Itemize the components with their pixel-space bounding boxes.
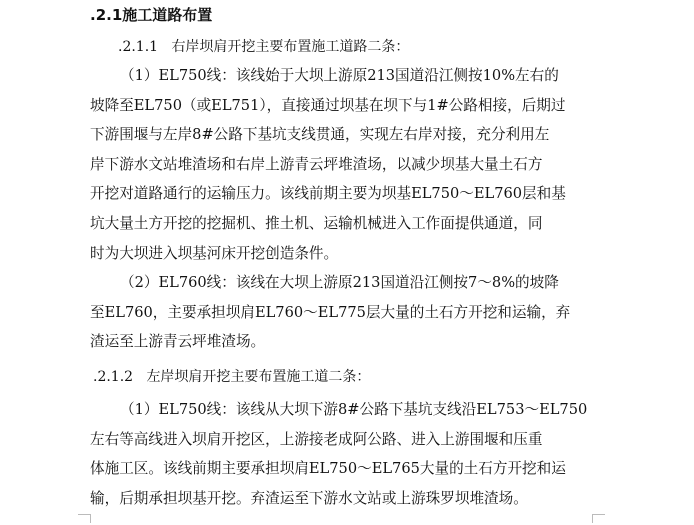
paragraph-el750-left	[90, 395, 600, 513]
subsection-number: .2.1.2	[93, 369, 134, 385]
text-line: 左右等高线进入坝肩开挖区，上游接老成阿公路、进入上游围堰和压重	[90, 430, 543, 448]
text-line: 体施工区。该线前期主要承担坝肩EL750～EL765大量的土石方开挖和运	[90, 460, 566, 478]
subsection-heading-2	[93, 366, 370, 388]
subsection-heading-1	[118, 36, 409, 58]
paragraph-el760-right	[90, 268, 600, 357]
subsection-title: 右岸坝肩开挖主要布置施工道路二条：	[171, 39, 410, 55]
text-line: 开挖对道路通行的运输压力。该线前期主要为坝基EL750～EL760层和基	[90, 185, 566, 203]
text-line: （2）EL760线：该线在大坝上游原213国道沿江侧按7～8%的坡降	[120, 274, 559, 291]
paragraph-el750-right	[90, 61, 600, 268]
text-line: 时为大坝进入坝基河床开挖创造条件。	[90, 244, 339, 262]
text-line: 输，后期承担坝基开挖。弃渣运至下游水文站或上游珠罗坝堆渣场。	[90, 489, 528, 507]
subsection-title: 左岸坝肩开挖主要布置施工道二条：	[146, 369, 371, 385]
text-line: （1）EL750线：该线从大坝下游8#公路下基坑支线沿EL753～EL750	[120, 401, 588, 418]
page-corner-mark-right	[592, 514, 605, 523]
text-line: （1）EL750线：该线始于大坝上游原213国道沿江侧按10%左右的	[120, 67, 559, 84]
page-corner-mark-left	[78, 514, 91, 523]
text-line: 岸下游水文站堆渣场和右岸上游青云坪堆渣场，以减少坝基大量土石方	[90, 155, 543, 173]
text-line: 坑大量土方开挖的挖掘机、推土机、运输机械进入工作面提供通道，同	[90, 214, 543, 232]
text-line: 坡降至EL750（或EL751），直接通过坝基在坝下与1#公路相接，后期过	[90, 96, 566, 114]
text-line: 下游围堰与左岸8#公路下基坑支线贯通，实现左右岸对接，充分利用左	[90, 126, 550, 144]
section-heading: .2.1施工道路布置	[90, 6, 213, 24]
text-line: 渣运至上游青云坪堆渣场。	[90, 333, 266, 351]
subsection-number: .2.1.1	[118, 39, 159, 55]
text-line: 至EL760，主要承担坝肩EL760～EL775层大量的土石方开挖和运输，弃	[90, 303, 571, 321]
